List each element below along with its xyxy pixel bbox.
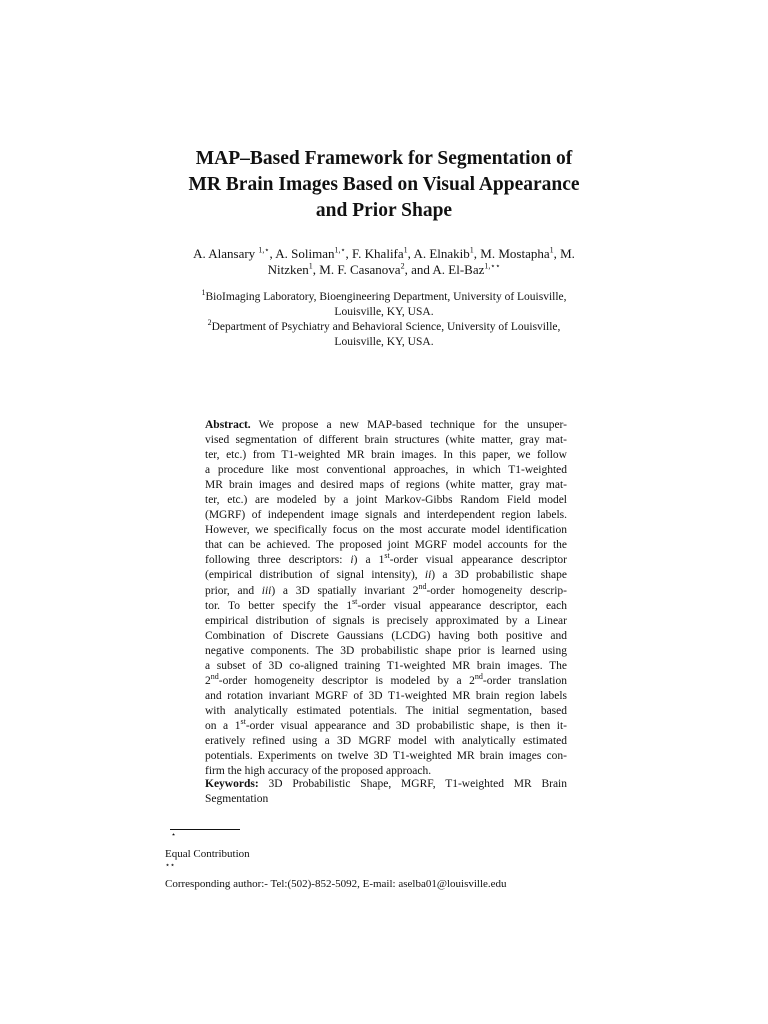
author-affil-mark: 1 xyxy=(308,261,313,271)
keywords xyxy=(205,777,567,807)
abstract-line: tor. To better specify the 1st-order visual appearance descriptor, each xyxy=(205,596,568,612)
abstract-line: on a 1st-order visual appearance and 3D probabilistic shape, is then it- xyxy=(205,717,567,732)
footnotes xyxy=(165,832,585,892)
author-name: M. Mostapha xyxy=(480,246,550,261)
author-affil-mark: 1,⋆⋆ xyxy=(484,261,501,271)
abstract-line: MR brain images and desired maps of regions (white matter, gray mat- xyxy=(205,479,567,492)
title-line: MAP–Based Framework for Segmentation of xyxy=(195,148,573,169)
abstract-line: firm the high accuracy of the proposed approach. xyxy=(205,765,432,778)
abstract-line: empirical distribution of signals is precisely approximated by a Linear xyxy=(205,614,567,627)
abstract-line: eratively refined using a 3D MGRF model with analytically estimated xyxy=(205,734,567,747)
title-line: MR Brain Images Based on Visual Appearance xyxy=(188,174,580,195)
footnote-rule xyxy=(170,829,240,830)
abstract xyxy=(205,418,567,779)
abstract-line: with analytically estimated potentials. The initial segmentation, based xyxy=(205,704,567,717)
affiliation-line: $^2$Department of Psychiatry and Behavioral Science, University of Louisville, xyxy=(207,318,561,333)
author-name: A. Soliman xyxy=(275,246,335,261)
author-affil-mark: 1 xyxy=(549,245,554,255)
keywords-line: Keywords: 3D Probabilistic Shape, MGRF, T1-weighted MR Brain xyxy=(205,778,568,790)
footnote: ⋆ Equal Contribution xyxy=(165,830,250,860)
abstract-line: a procedure like most conventional approaches, in which T1-weighted xyxy=(205,464,567,477)
abstract-line: a subset of 3D co-aligned training T1-weighted MR brain images. The xyxy=(205,659,567,672)
abstract-line: negative components. The 3D probabilistic shape prior is learned using xyxy=(205,644,567,657)
abstract-line: prior, and iii) a 3D spatially invariant 2nd-order homogeneity descrip- xyxy=(205,581,568,597)
author-name: A. El-Baz xyxy=(432,262,485,277)
abstract-line: (MGRF) of independent image signals and interdependent region labels. xyxy=(205,509,567,522)
abstract-line: ter, etc.) are modeled by a joint Markov-Gibbs Random Field model xyxy=(205,494,567,507)
abstract-label: Abstract. xyxy=(205,419,251,431)
abstract-line: potentials. Experiments on twelve 3D T1-weighted MR brain images con- xyxy=(205,750,567,763)
abstract-line: ter, etc.) from T1-weighted MR brain images. In this paper, we follow xyxy=(205,449,567,462)
affiliation-line: Louisville, KY, USA. xyxy=(334,306,434,318)
abstract-line: Abstract. We propose a new MAP-based technique for the unsuper- xyxy=(205,419,567,431)
abstract-line: that can be achieved. The proposed joint MGRF model accounts for the xyxy=(205,539,567,552)
author-name: F. Khalifa xyxy=(351,246,404,261)
affiliation-line: $^1$BioImaging Laboratory, Bioengineering Department, University of Louisville, xyxy=(201,288,567,303)
abstract-line: following three descriptors: i) a 1st-order visual appearance descriptor xyxy=(205,551,567,567)
footnote: ⋆⋆ Corresponding author:- Tel:(502)-852-5092, E-mail: aselba01@louisville.edu xyxy=(165,860,507,890)
author-affil-mark: 1,⋆ xyxy=(258,245,270,255)
affiliation-line: Louisville, KY, USA. xyxy=(334,336,434,348)
abstract-line: vised segmentation of different brain structures (white matter, gray mat- xyxy=(205,434,567,447)
author-affil-mark: 1 xyxy=(469,245,474,255)
title-line: and Prior Shape xyxy=(315,200,453,221)
abstract-line: (empirical distribution of signal intensity), ii) a 3D probabilistic shape xyxy=(205,569,567,582)
author-line: Nitzken$^1$, M. F. Casanova$^2$, and A. El-Baz$^{1,⋆⋆}$ xyxy=(267,261,501,277)
author-list xyxy=(120,246,648,278)
author-name: Nitzken xyxy=(267,262,309,277)
keywords-line: Segmentation xyxy=(205,793,269,805)
author-line: A. Alansary $^{1,⋆}$, A. Soliman$^{1,⋆}$, F. Khalifa$^1$, A. Elnakib$^1$, M. Mostapha$^1$, M. xyxy=(193,245,575,261)
abstract-line: However, we specifically focus on the most accurate model identification xyxy=(205,524,567,537)
affiliations xyxy=(120,290,648,350)
author-name: M. F. Casanova xyxy=(319,262,401,277)
abstract-line: 2nd-order homogeneity descriptor is modeled by a 2nd-order translation xyxy=(205,671,567,687)
abstract-line: and rotation invariant MGRF of 3D T1-weighted MR brain region labels xyxy=(205,689,567,702)
abstract-line: Combination of Discrete Gaussians (LCDG) having both positive and xyxy=(205,629,567,642)
keywords-label: Keywords: xyxy=(205,778,259,790)
author-name: A. Elnakib xyxy=(413,246,470,261)
paper-title xyxy=(100,146,668,224)
author-name: A. Alansary xyxy=(193,246,259,261)
author-affil-mark: 1 xyxy=(403,245,408,255)
author-affil-mark: 1,⋆ xyxy=(334,245,346,255)
author-affil-mark: 2 xyxy=(400,261,405,271)
